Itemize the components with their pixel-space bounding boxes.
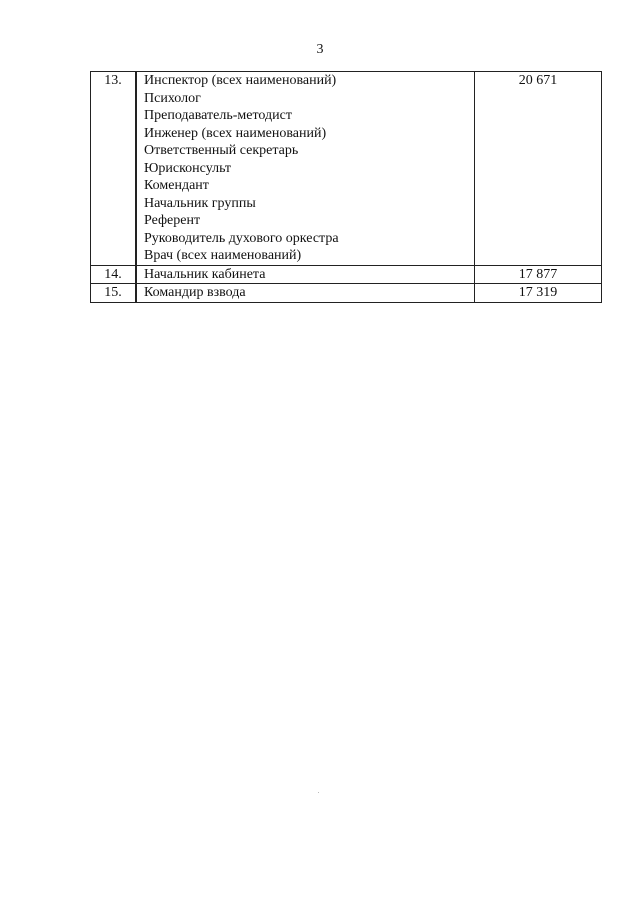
salary-value: 17 319 bbox=[475, 284, 602, 303]
position-name: Руководитель духового оркестра bbox=[144, 230, 339, 246]
scan-artifact bbox=[318, 792, 319, 793]
position-name: Врач (всех наименований) bbox=[144, 248, 302, 263]
position-list bbox=[136, 284, 475, 303]
position-name: Инспектор (всех наименований) bbox=[144, 73, 337, 88]
row-number: 14. bbox=[91, 265, 137, 284]
salary-value: 17 877 bbox=[475, 265, 602, 284]
position-name: Комендант bbox=[144, 178, 209, 193]
position-name: Командир взвода bbox=[144, 285, 246, 300]
table-row bbox=[91, 284, 602, 303]
position-name: Ответственный секретарь bbox=[144, 143, 299, 158]
salary-value: 20 671 bbox=[475, 72, 602, 266]
position-name: Референт bbox=[144, 213, 201, 228]
table-row bbox=[91, 265, 602, 284]
salary-table bbox=[90, 71, 602, 303]
position-name: Преподаватель-методист bbox=[144, 108, 292, 123]
position-name: Начальник кабинета bbox=[144, 266, 266, 282]
position-name: Начальник группы bbox=[144, 195, 256, 211]
page-number: 3 bbox=[316, 42, 324, 57]
position-list bbox=[136, 265, 475, 284]
table-row bbox=[91, 72, 602, 266]
position-list bbox=[136, 72, 475, 266]
position-name: Инженер (всех наименований) bbox=[144, 125, 327, 141]
position-name: Психолог bbox=[144, 90, 201, 106]
row-number: 15. bbox=[91, 284, 137, 303]
position-name: Юрисконсульт bbox=[144, 160, 232, 176]
row-number: 13. bbox=[91, 72, 137, 266]
